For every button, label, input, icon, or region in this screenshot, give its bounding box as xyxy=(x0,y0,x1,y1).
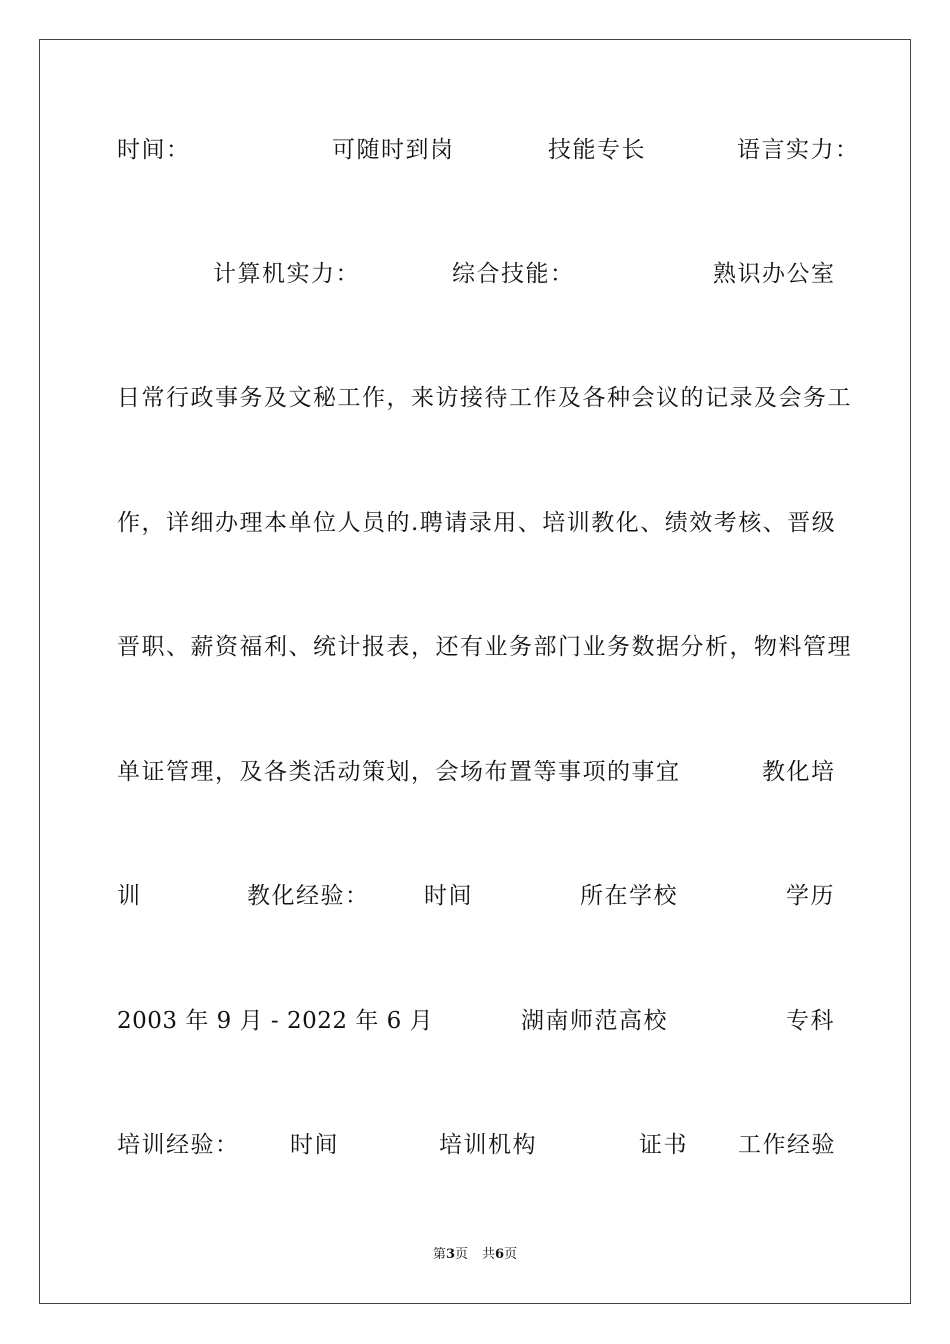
label-education-part2: 训 xyxy=(117,883,142,909)
text-line-7 xyxy=(117,879,833,913)
text-line-8 xyxy=(117,1004,833,1038)
header-degree: 学历 xyxy=(786,883,835,909)
footer-total-suffix: 页 xyxy=(504,1247,518,1262)
text-line-2 xyxy=(117,257,836,291)
text-line-9 xyxy=(117,1128,836,1162)
footer-page-prefix: 第 xyxy=(432,1247,446,1262)
label-training-experience: 培训经验： xyxy=(117,1132,240,1158)
label-computer: 计算机实力： xyxy=(213,261,360,287)
text-line-6 xyxy=(117,755,836,789)
header-time: 时间 xyxy=(424,883,473,909)
text-line-3: 日常行政事务及文秘工作，来访接待工作及各种会议的记录及会务工 xyxy=(117,385,852,411)
footer-page-number: 3 xyxy=(445,1247,455,1262)
label-education-part1: 教化培 xyxy=(762,759,836,785)
page-footer xyxy=(0,1246,950,1264)
education-school: 湖南师范高校 xyxy=(521,1008,668,1034)
text-line-5: 晋职、薪资福利、统计报表，还有业务部门业务数据分析，物料管理 xyxy=(117,634,852,660)
footer-page-suffix: 页 xyxy=(454,1247,468,1262)
header-training-time: 时间 xyxy=(290,1132,339,1158)
value-office: 熟识办公室 xyxy=(713,261,836,287)
footer-total-prefix: 共 xyxy=(482,1247,496,1262)
header-training-org: 培训机构 xyxy=(439,1132,537,1158)
text-line-1 xyxy=(117,133,860,167)
label-language: 语言实力： xyxy=(737,137,860,163)
education-period: 2003 年 9 月 - 2022 年 6 月 xyxy=(117,1008,434,1034)
label-general-skills: 综合技能： xyxy=(452,261,575,287)
text-line-4: 作，详细办理本单位人员的.聘请录用、培训教化、绩效考核、晋级 xyxy=(117,510,837,536)
value-availability: 可随时到岗 xyxy=(332,137,455,163)
label-work-experience: 工作经验 xyxy=(738,1132,836,1158)
footer-total-number: 6 xyxy=(495,1247,505,1262)
header-certificate: 证书 xyxy=(639,1132,688,1158)
text-duties: 单证管理，及各类活动策划，会场布置等事项的事宜 xyxy=(117,759,681,785)
page-border xyxy=(39,39,911,1304)
label-time: 时间： xyxy=(117,137,191,163)
label-education-experience: 教化经验： xyxy=(247,883,370,909)
header-school: 所在学校 xyxy=(580,883,678,909)
label-skills: 技能专长 xyxy=(548,137,646,163)
education-degree: 专科 xyxy=(786,1008,835,1034)
